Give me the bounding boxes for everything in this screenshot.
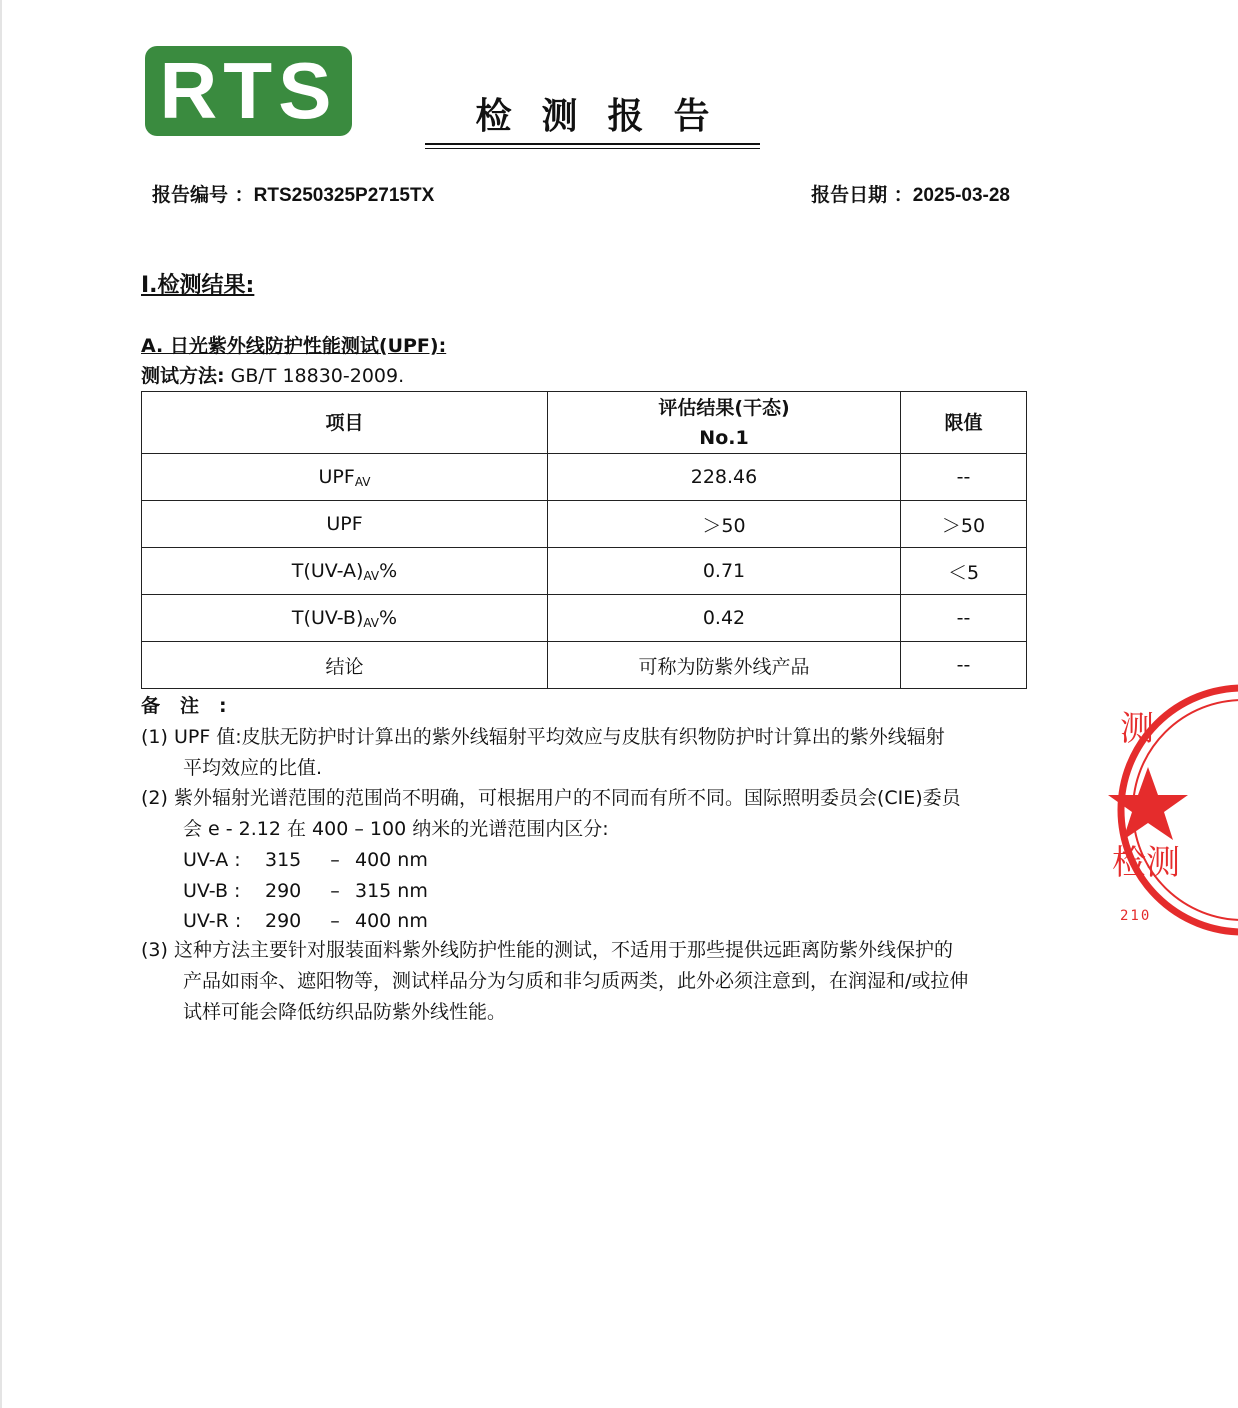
row-item (142, 595, 548, 642)
uv-to: 400 nm (355, 849, 428, 871)
row-item-sub: AV (363, 615, 380, 630)
seal-text-bottom: 检测 (1112, 843, 1180, 883)
row-limit: -- (901, 642, 1027, 689)
header-limit: 限值 (901, 392, 1027, 454)
title-underline (425, 143, 760, 145)
table-row (142, 501, 1027, 548)
report-number-value: RTS250325P2715TX (253, 185, 435, 206)
row-result: 0.42 (548, 595, 901, 642)
header-result-line1: 评估结果(干态) (658, 396, 790, 419)
uv-dash: – (330, 880, 340, 902)
report-date-label: 报告日期 ： (811, 184, 913, 206)
page-edge (0, 0, 2, 1408)
note-3-cont2: 试样可能会降低纺织品防紫外线性能。 (183, 1001, 507, 1023)
seal-icon (1112, 682, 1238, 937)
row-item-suffix: % (379, 559, 398, 582)
red-seal-stamp (1112, 682, 1238, 937)
uv-dash: – (330, 849, 340, 871)
row-limit: ＜5 (901, 548, 1027, 595)
note-3-cont: 产品如雨伞、遮阳物等，测试样品分为匀质和非匀质两类，此外必须注意到，在润湿和/或拉伸 (183, 970, 969, 992)
table-header-row (142, 392, 1027, 454)
uv-from: 290 (265, 910, 302, 932)
test-method-label: 测试方法: (141, 365, 225, 387)
row-item: 结论 (142, 642, 548, 689)
row-item-suffix: % (379, 606, 398, 629)
rts-logo (145, 46, 352, 136)
row-result: ＞50 (548, 501, 901, 548)
header-item: 项目 (142, 392, 548, 454)
uv-to: 400 nm (355, 910, 428, 932)
uv-name: UV-B : (183, 880, 241, 902)
test-method (141, 364, 404, 388)
row-limit: -- (901, 595, 1027, 642)
table-row (142, 595, 1027, 642)
uv-from: 290 (265, 880, 302, 902)
note-2-cont: 会 e - 2.12 在 400 – 100 纳米的光谱范围内区分: (183, 818, 609, 840)
header-result (548, 392, 901, 454)
row-item: UPF (142, 501, 548, 548)
row-item-text: UPF (318, 465, 355, 488)
uv-name: UV-A : (183, 849, 241, 871)
row-result: 可称为防紫外线产品 (548, 642, 901, 689)
seal-number: 210 (1120, 908, 1152, 924)
note-1-cont: 平均效应的比值. (183, 757, 323, 779)
row-result: 228.46 (548, 454, 901, 501)
row-item-text: T(UV-A) (291, 559, 364, 582)
report-number (152, 183, 434, 208)
row-limit: -- (901, 454, 1027, 501)
table-row (142, 548, 1027, 595)
table-row (142, 642, 1027, 689)
header-result-line2: No.1 (699, 426, 749, 449)
subsection-title: A. 日光紫外线防护性能测试(UPF): (141, 335, 447, 357)
uv-range-a (183, 845, 428, 876)
uv-range-b (183, 876, 428, 907)
report-date-value: 2025-03-28 (912, 185, 1010, 206)
report-number-label: 报告编号 ： (152, 184, 254, 206)
section-title: I.检测结果: (141, 273, 255, 298)
uv-range-r (183, 906, 428, 937)
seal-text-top: 测 (1120, 709, 1154, 749)
uv-from: 315 (265, 849, 302, 871)
table-row (142, 454, 1027, 501)
logo-text: RTS (159, 46, 338, 135)
row-item (142, 454, 548, 501)
row-result: 0.71 (548, 548, 901, 595)
note-2: (2) 紫外辐射光谱范围的范围尚不明确，可根据用户的不同而有所不同。国际照明委员会(CIE)委员 (141, 787, 961, 809)
row-item-text: T(UV-B) (291, 606, 364, 629)
uv-dash: – (330, 910, 340, 932)
row-item-sub: AV (354, 474, 371, 489)
note-1: (1) UPF 值:皮肤无防护时计算出的紫外线辐射平均效应与皮肤有织物防护时计算出的紫外线辐射 (141, 726, 945, 748)
results-table (141, 391, 1027, 689)
report-date (811, 183, 1010, 208)
notes-label: 备注: (141, 695, 247, 717)
uv-to: 315 nm (355, 880, 428, 902)
row-item-sub: AV (363, 568, 380, 583)
note-3: (3) 这种方法主要针对服装面料紫外线防护性能的测试，不适用于那些提供远距离防紫外线保护的 (141, 939, 953, 961)
document-title: 检测报告 (475, 96, 740, 137)
row-limit: ＞50 (901, 501, 1027, 548)
uv-name: UV-R : (183, 910, 242, 932)
test-method-value: GB/T 18830-2009. (224, 365, 405, 387)
row-item (142, 548, 548, 595)
title-underline-thin (425, 148, 760, 149)
